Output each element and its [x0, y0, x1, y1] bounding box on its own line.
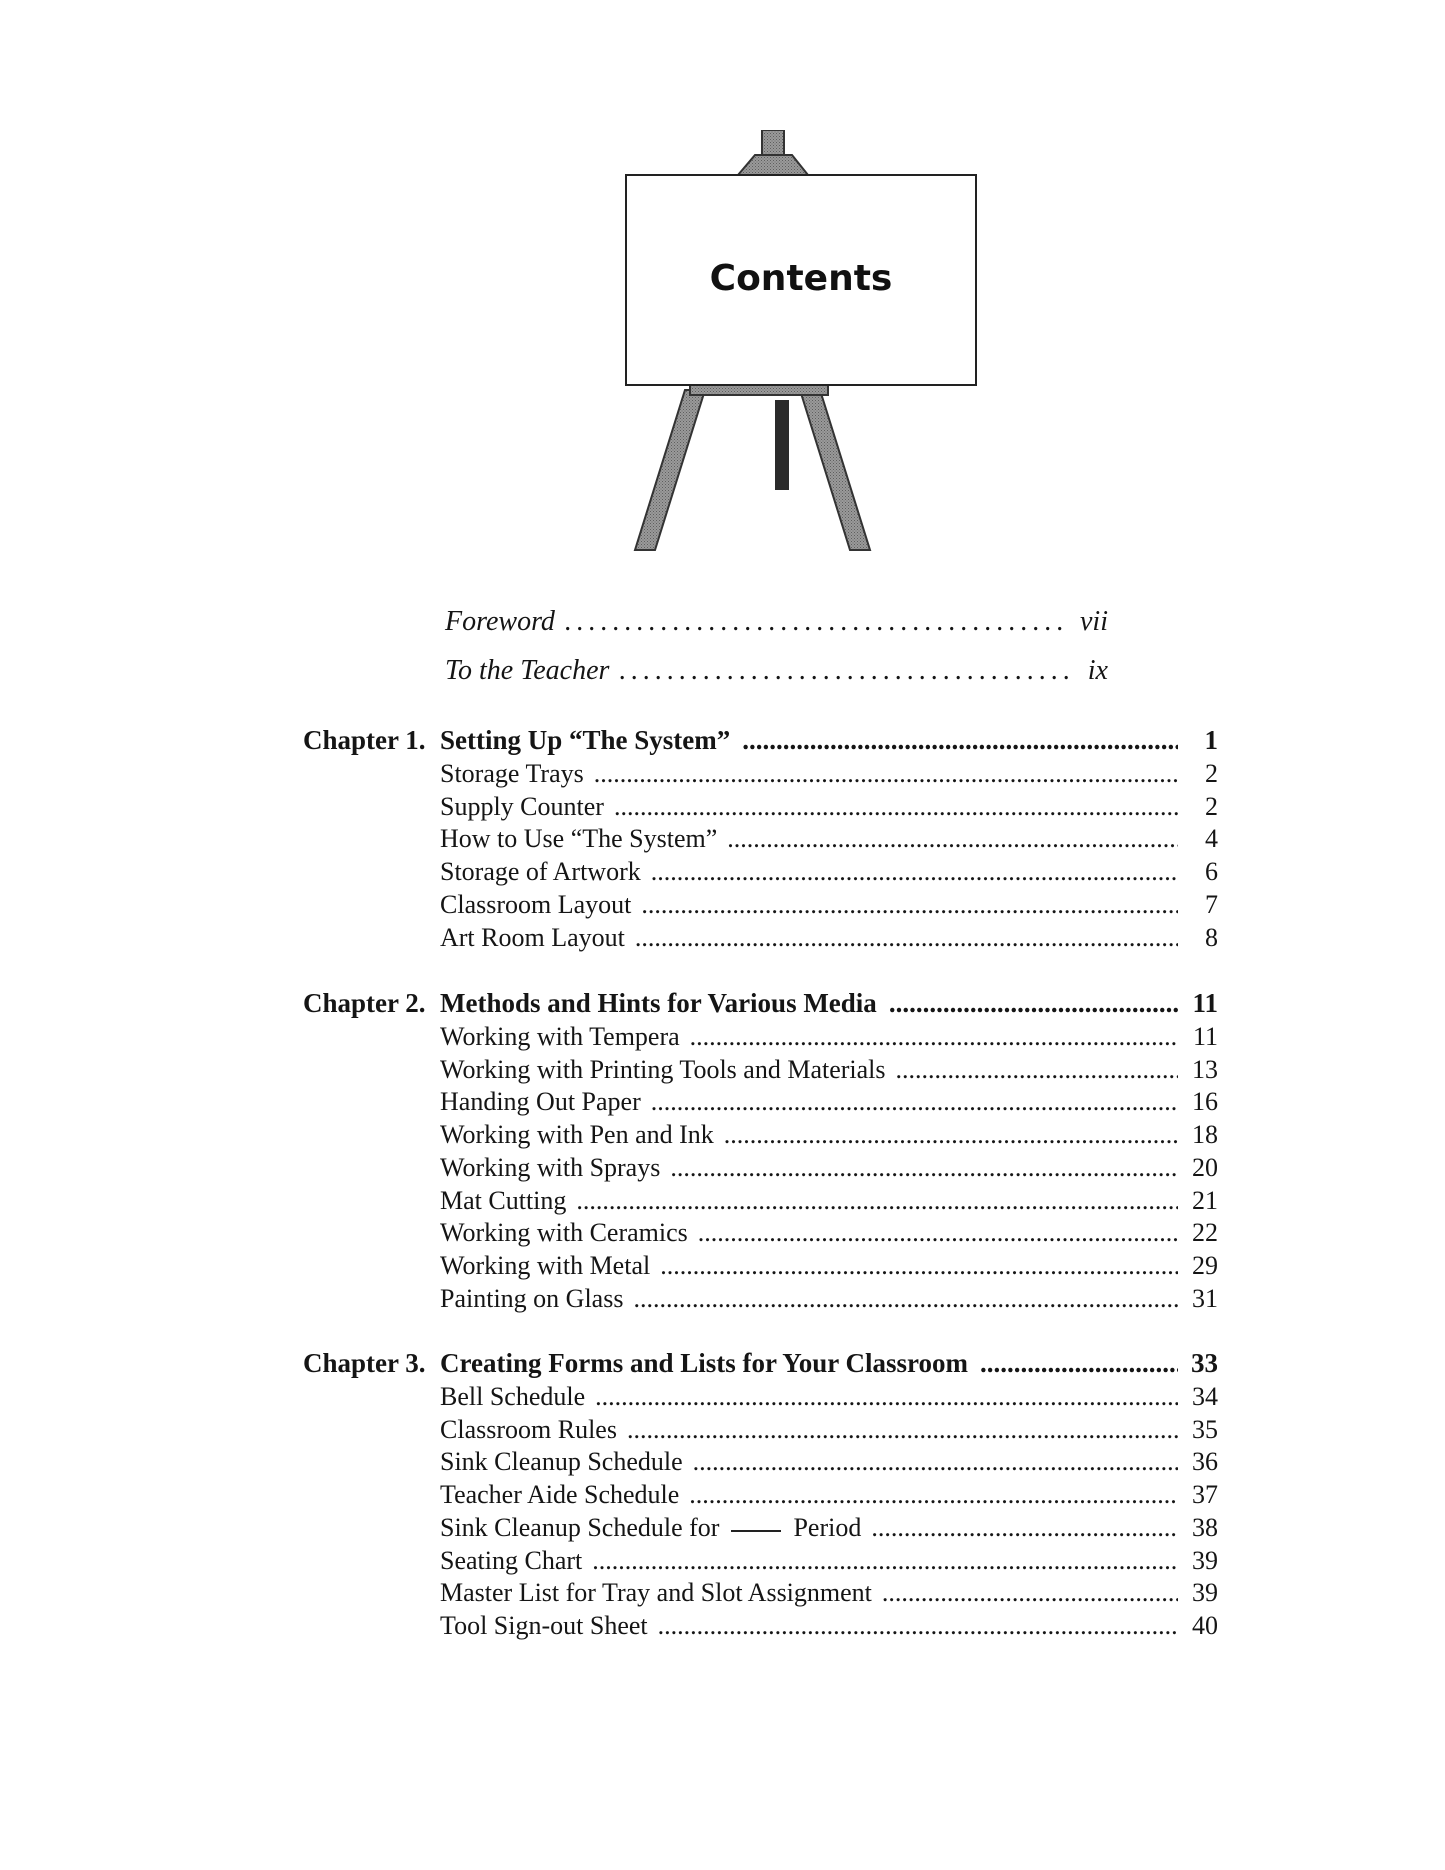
toc-entry[interactable]	[440, 1054, 1218, 1087]
dot-leader	[871, 1512, 1178, 1545]
page-number: 11	[1192, 988, 1218, 1018]
page-number: 1	[1204, 725, 1218, 755]
dot-leader	[896, 1054, 1178, 1087]
section-list	[440, 1021, 1218, 1315]
page-number: 39	[1192, 1578, 1218, 1608]
entry-title: Working with Printing Tools and Materials	[440, 1054, 886, 1084]
page-number: 20	[1192, 1152, 1218, 1182]
chapter-title: Setting Up “The System”	[440, 725, 731, 755]
toc-entry[interactable]	[440, 1283, 1218, 1316]
chapter-number: Chapter 2.	[303, 988, 426, 1018]
toc-entry[interactable]	[440, 1185, 1218, 1218]
page-number: 36	[1192, 1447, 1218, 1477]
entry-title: Working with Sprays	[440, 1152, 661, 1182]
page-number: 29	[1192, 1250, 1218, 1280]
dot-leader	[595, 1381, 1178, 1414]
dot-leader	[882, 1577, 1178, 1610]
toc-entry[interactable]	[440, 856, 1218, 889]
page-number: 22	[1192, 1218, 1218, 1248]
chapter-title: Creating Forms and Lists for Your Classroom	[440, 1348, 969, 1378]
dot-leader	[660, 1250, 1178, 1283]
entry-title: Sink Cleanup Schedule	[440, 1447, 683, 1477]
page-number: 39	[1192, 1545, 1218, 1575]
entry-title: Working with Ceramics	[440, 1218, 688, 1248]
toc-entry[interactable]	[440, 1381, 1218, 1414]
dot-leader	[670, 1152, 1178, 1185]
entry-title: Storage of Artwork	[440, 857, 641, 887]
page-number: 18	[1192, 1120, 1218, 1150]
front-matter-entry[interactable]	[445, 605, 1108, 638]
entry-title: Master List for Tray and Slot Assignment	[440, 1578, 872, 1608]
entry-title: Working with Tempera	[440, 1022, 680, 1051]
dot-leader	[641, 889, 1178, 922]
chapter-section	[303, 722, 1218, 954]
dot-leader	[576, 1185, 1178, 1218]
entry-title: How to Use “The System”	[440, 824, 718, 854]
page-number: 4	[1205, 824, 1218, 854]
toc-entry[interactable]	[440, 1414, 1218, 1447]
chapter-heading[interactable]	[303, 722, 1218, 758]
dot-leader	[592, 1545, 1178, 1578]
toc-entry[interactable]	[440, 758, 1218, 791]
toc-entry[interactable]	[440, 1086, 1218, 1119]
fill-in-blank	[731, 1530, 781, 1532]
page-number: 37	[1192, 1480, 1218, 1510]
toc-entry[interactable]	[440, 1446, 1218, 1479]
chapter-number: Chapter 3.	[303, 1348, 426, 1378]
page-number: 40	[1192, 1610, 1218, 1640]
page-number: 33	[1191, 1348, 1218, 1378]
toc-entry[interactable]	[440, 1577, 1218, 1610]
dot-leader	[651, 856, 1178, 889]
section-list	[440, 1381, 1218, 1643]
page-title: Contents	[709, 258, 893, 299]
page-number: 21	[1192, 1185, 1218, 1215]
toc-entry[interactable]	[440, 1152, 1218, 1185]
entry-title: Working with Pen and Ink	[440, 1120, 714, 1150]
chapter-section	[303, 1345, 1218, 1643]
page-number: 7	[1205, 889, 1218, 919]
toc-entry[interactable]	[440, 1119, 1218, 1152]
dot-leader	[727, 823, 1178, 856]
page-number: 38	[1192, 1512, 1218, 1542]
page-number: 11	[1192, 1022, 1218, 1051]
entry-title: Teacher Aide Schedule	[440, 1480, 680, 1510]
dot-leader	[633, 1283, 1178, 1316]
page-number: 6	[1205, 857, 1218, 887]
dot-leader	[658, 1610, 1178, 1643]
toc-entry[interactable]	[440, 1479, 1218, 1512]
easel-top-post	[762, 130, 784, 158]
toc-entry[interactable]	[440, 1512, 1218, 1545]
entry-title: Art Room Layout	[440, 922, 625, 952]
page-number: 35	[1192, 1414, 1218, 1444]
entry-title: Classroom Rules	[440, 1414, 617, 1444]
dot-leader	[614, 791, 1178, 824]
chapter-heading[interactable]	[303, 985, 1218, 1021]
dot-leader	[724, 1119, 1178, 1152]
dot-leader	[651, 1086, 1178, 1119]
entry-title: Classroom Layout	[440, 889, 632, 919]
front-matter-list	[445, 605, 1108, 703]
page-number: ix	[1087, 655, 1108, 686]
front-matter-entry[interactable]	[445, 654, 1108, 687]
dot-leader	[565, 605, 1068, 638]
entry-title: Tool Sign-out Sheet	[440, 1610, 648, 1640]
chapter-number: Chapter 1.	[303, 725, 426, 755]
dot-leader	[594, 758, 1178, 791]
dot-leader	[693, 1446, 1178, 1479]
page-number: 16	[1192, 1087, 1218, 1117]
toc-entry[interactable]	[440, 1021, 1218, 1054]
page-number: 2	[1205, 759, 1218, 788]
easel-top-clamp	[738, 155, 808, 175]
page-number: 2	[1205, 791, 1218, 821]
chapter-section	[303, 985, 1218, 1315]
toc-entry[interactable]	[440, 922, 1218, 955]
easel-right-leg	[800, 390, 870, 550]
section-list	[440, 758, 1218, 954]
dot-leader	[980, 1345, 1178, 1381]
entry-title: To the Teacher	[445, 655, 610, 686]
dot-leader	[635, 922, 1178, 955]
toc-entry[interactable]	[440, 1250, 1218, 1283]
easel-center-leg	[775, 400, 789, 490]
page-number: 31	[1192, 1283, 1218, 1313]
page-number: vii	[1080, 606, 1108, 637]
easel-left-leg	[635, 390, 705, 550]
entry-title: Seating Chart	[440, 1545, 583, 1575]
dot-leader	[689, 1479, 1178, 1512]
entry-title: Handing Out Paper	[440, 1087, 641, 1117]
toc-entry[interactable]	[440, 1545, 1218, 1578]
toc-entry[interactable]	[440, 1610, 1218, 1643]
toc-entry[interactable]	[440, 1217, 1218, 1250]
entry-title: Mat Cutting	[440, 1185, 567, 1215]
entry-title: Foreword	[445, 606, 555, 637]
toc-entry[interactable]	[440, 791, 1218, 824]
dot-leader	[698, 1217, 1178, 1250]
dot-leader	[627, 1414, 1178, 1447]
page-number: 34	[1192, 1382, 1218, 1411]
page-number: 8	[1205, 922, 1218, 952]
entry-title: Working with Metal	[440, 1250, 651, 1280]
dot-leader	[690, 1021, 1178, 1054]
entry-title: Supply Counter	[440, 791, 604, 821]
chapter-heading[interactable]	[303, 1345, 1218, 1381]
dot-leader	[619, 654, 1068, 687]
dot-leader	[889, 985, 1178, 1021]
entry-title: Bell Schedule	[440, 1382, 586, 1411]
page-number: 13	[1192, 1054, 1218, 1084]
toc-entry[interactable]	[440, 889, 1218, 922]
entry-title: Storage Trays	[440, 759, 584, 788]
chapter-title: Methods and Hints for Various Media	[440, 988, 877, 1018]
easel-illustration	[620, 130, 1000, 570]
entry-title: Sink Cleanup Schedule for Period	[440, 1512, 862, 1542]
entry-title: Painting on Glass	[440, 1283, 624, 1313]
toc-entry[interactable]	[440, 823, 1218, 856]
dot-leader	[742, 722, 1178, 758]
